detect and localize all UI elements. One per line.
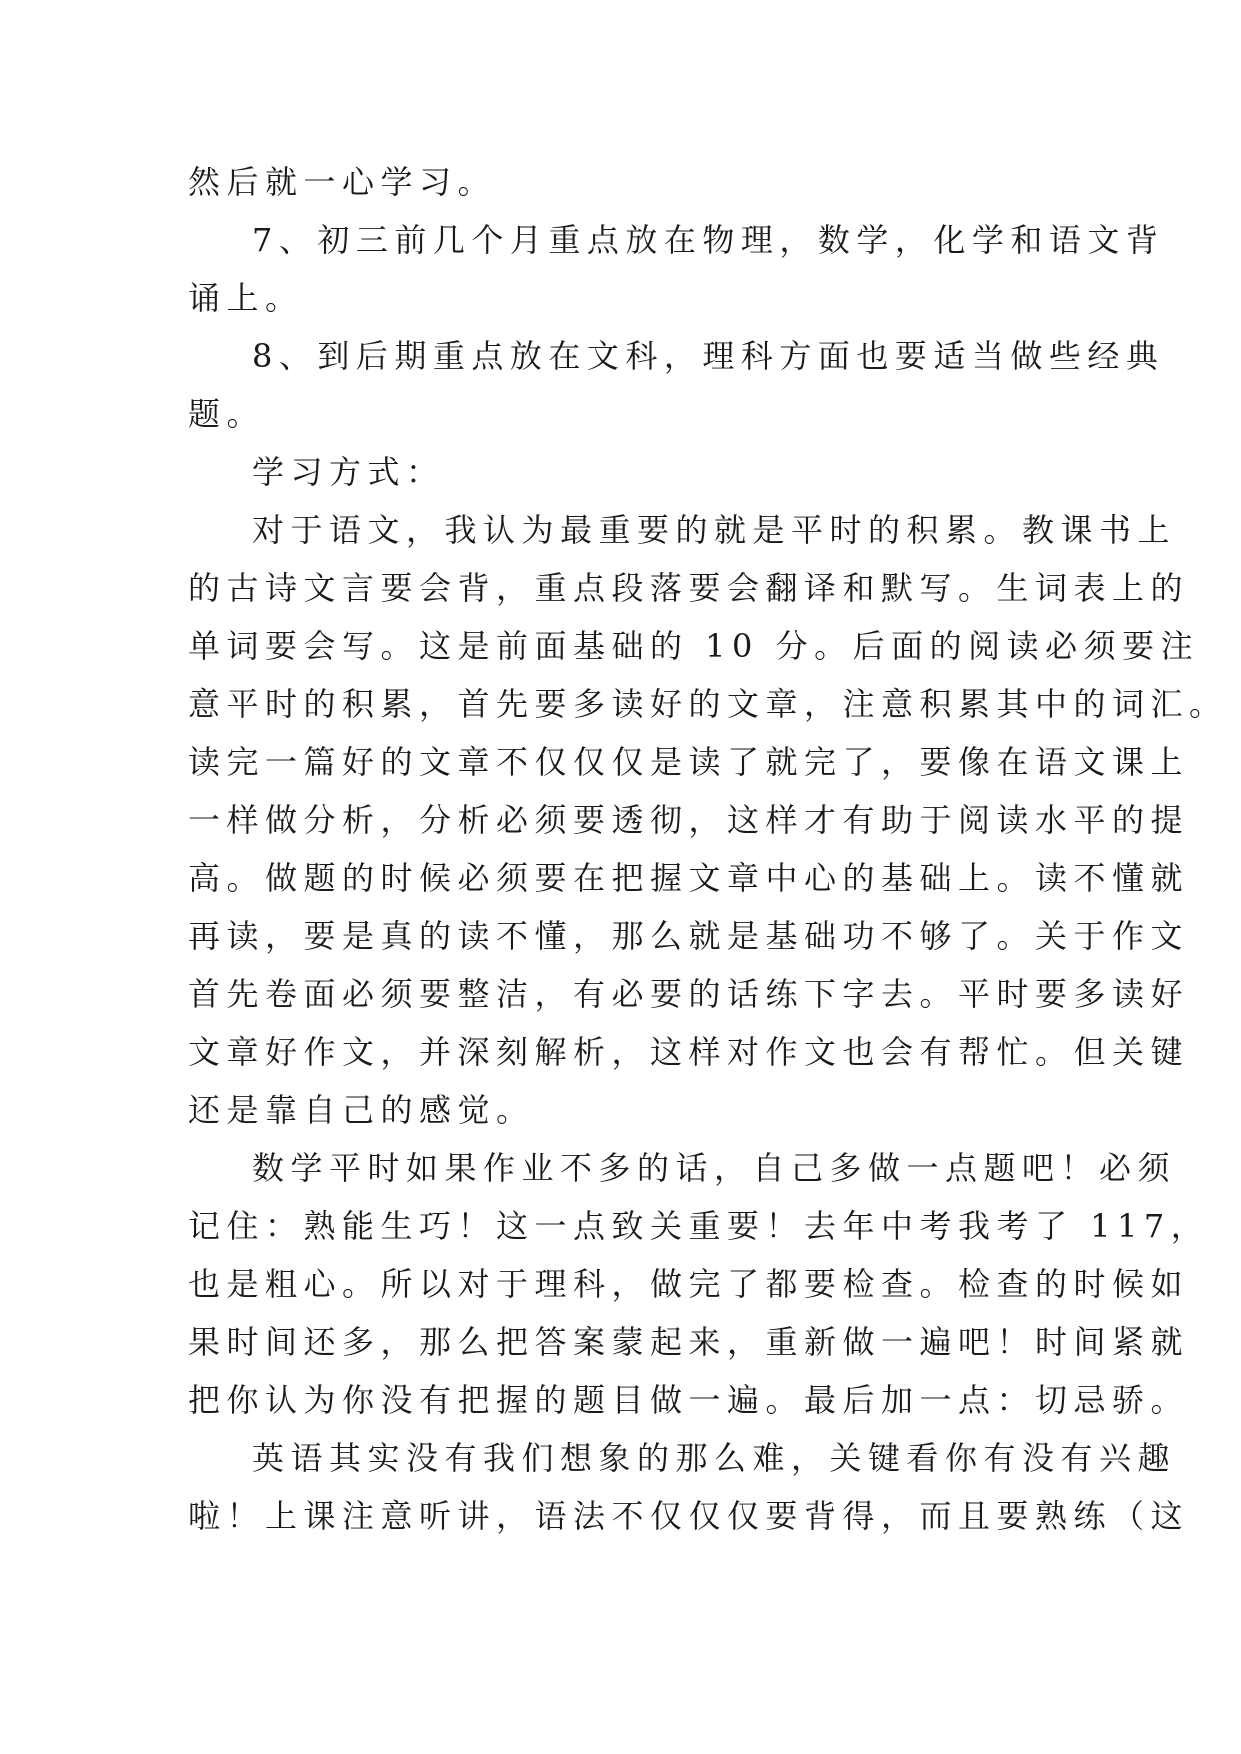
text-line: 意平时的积累，首先要多读好的文章，注意积累其中的词汇。 [188,685,1228,723]
text-line: 学习方式： [252,453,445,491]
text-line: 题。 [188,395,266,433]
text-line: 然后就一心学习。 [188,163,497,201]
text-line: 还是靠自己的感觉。 [188,1091,535,1129]
text-line: 首先卷面必须要整洁，有必要的话练下字去。平时要多读好 [188,975,1190,1013]
text-line: 7、初三前几个月重点放在物理，数学，化学和语文背 [252,221,1165,259]
text-line: 8、到后期重点放在文科，理科方面也要适当做些经典 [252,337,1165,375]
text-line: 读完一篇好的文章不仅仅仅是读了就完了，要像在语文课上 [188,743,1190,781]
text-line: 的古诗文言要会背，重点段落要会翻译和默写。生词表上的 [188,569,1190,607]
text-line: 诵上。 [188,279,304,317]
text-line: 把你认为你没有把握的题目做一遍。最后加一点：切忌骄。 [188,1381,1190,1419]
text-line: 再读，要是真的读不懂，那么就是基础功不够了。关于作文 [188,917,1190,955]
text-line: 啦！上课注意听讲，语法不仅仅仅要背得，而且要熟练（这 [188,1497,1190,1535]
text-line: 一样做分析，分析必须要透彻，这样才有助于阅读水平的提 [188,801,1190,839]
text-line: 文章好作文，并深刻解析，这样对作文也会有帮忙。但关键 [188,1033,1190,1071]
text-line: 单词要会写。这是前面基础的 10 分。后面的阅读必须要注 [188,627,1200,665]
text-line: 数学平时如果作业不多的话，自己多做一点题吧！必须 [252,1149,1177,1187]
text-line: 果时间还多，那么把答案蒙起来，重新做一遍吧！时间紧就 [188,1323,1190,1361]
text-line: 高。做题的时候必须要在把握文章中心的基础上。读不懂就 [188,859,1190,897]
document-body [188,153,1228,1545]
text-line: 英语其实没有我们想象的那么难，关键看你有没有兴趣 [252,1439,1177,1477]
text-line: 对于语文，我认为最重要的就是平时的积累。教课书上 [252,511,1177,549]
text-line: 也是粗心。所以对于理科，做完了都要检查。检查的时候如 [188,1265,1190,1303]
text-line: 记住：熟能生巧！这一点致关重要！去年中考我考了 117， [188,1207,1210,1245]
